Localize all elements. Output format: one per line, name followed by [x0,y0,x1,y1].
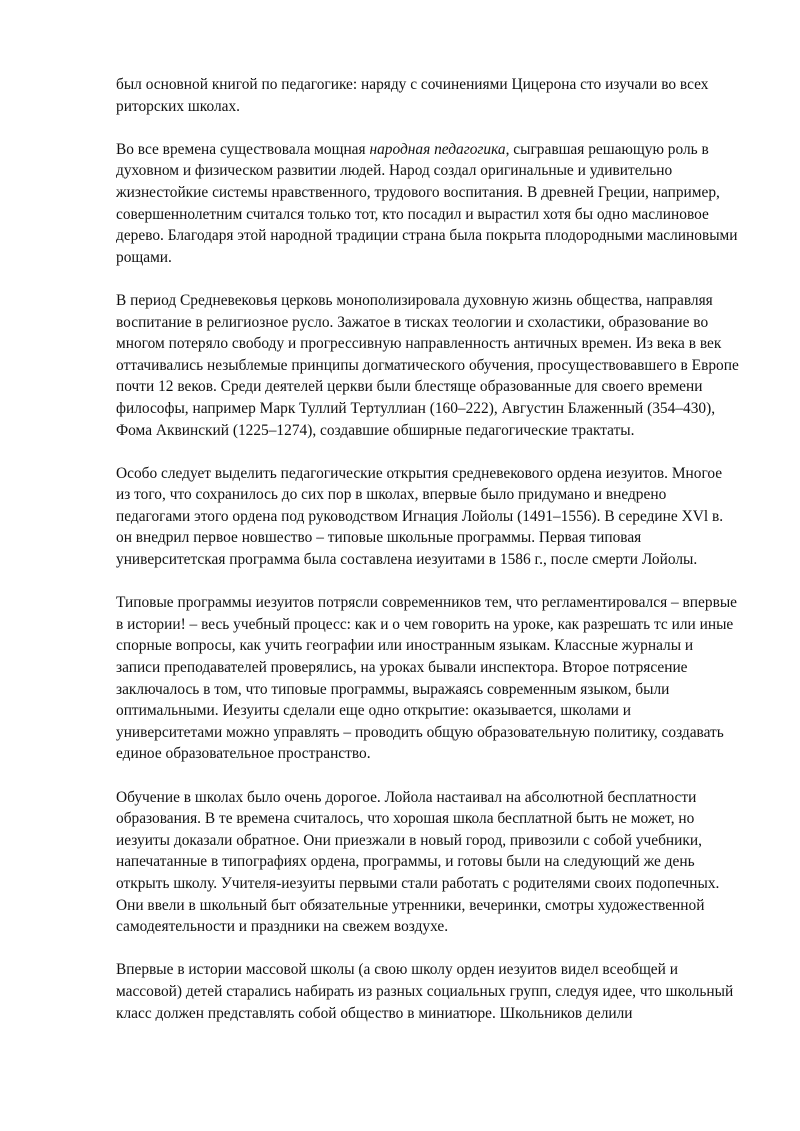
paragraph-2-start: Во все времена существовала мощная [116,140,370,158]
paragraph-3: В период Средневековья церковь монополизировала духовную жизнь общества, направляя воспитание в религиозное русло. Зажатое в тисках теологии и схоластики, образование во многом потеряло свободу и прогрессивную направленность античных времен. Из века в век оттачивались незыблемые принципы догматического обучения, просуществовавшего в Европе почти 12 веков. Среди деятелей церкви были блестяще образованные для своего времени философы, например Марк Туллий Тертуллиан (160–222), Августин Блаженный (354–430), Фома Аквинский (1225–1274), создавшие обширные педагогические трактаты. [116,291,739,439]
paragraph-6: Обучение в школах было очень дорогое. Лойола настаивал на абсолютной бесплатности образования. В те времена считалось, что хорошая школа бесплатной быть не может, но иезуиты доказали обратное. Они приезжали в новый город, привозили с собой учебники, напечатанные в типографиях ордена, программы, и готовы были на следующий же день открыть школу. Учителя-иезуиты первыми стали работать с родителями своих подопечных. Они ввели в школьный быт обязательные утренники, вечеринки, смотры художественной самодеятельности и праздники на свежем воздухе. [116,788,720,936]
emphasis-folk-pedagogy: народная педагогика [369,140,506,158]
paragraph-2-rest: , сыгравшая решающую роль в духовном и физическом развитии людей. Народ создал оригинальные и удивительно жизнестойкие системы нравственного, трудового воспитания. В древней Греции, например, совершеннолетним считался только тот, кто посадил и вырастил хотя бы одно маслиновое дерево. Благодаря этой народной традиции страна была покрыта плодородными маслиновыми рощами. [116,140,738,266]
paragraph-7: Впервые в истории массовой школы (а свою школу орден иезуитов видел всеобщей и массовой) детей старались набирать из разных социальных групп, следуя идее, что школьный класс должен представлять собой общество в миниатюре. Школьников делили [116,961,734,1022]
paragraph-5: Типовые программы иезуитов потрясли современников тем, что регламентировался – впервые в истории! – весь учебный процесс: как и о чем говорить на уроке, как разрешать тс или иные спорные вопросы, как учить географии или иностранным языкам. Классные журналы и записи преподавателей проверялись, на уроках бывали инспектора. Второе потрясение заключалось в том, что типовые программы, выражаясь современным языком, были оптимальными. Иезуиты сделали еще одно открытие: оказывается, школами и университетами можно управлять – проводить общую образовательную политику, создавать единое образовательное пространство. [116,594,738,763]
paragraph-2 [116,139,740,269]
paragraph-4: Особо следует выделить педагогические открытия средневекового ордена иезуитов. Многое из того, что сохранилось до сих пор в школах, впервые было придумано и внедрено педагогами этого ордена под руководством Игнация Лойолы (1491–1556). В середине XVl в. он внедрил первое новшество – типовые школьные программы. Первая типовая университетская программа была составлена иезуитами в 1586 г., после смерти Лойолы. [116,464,724,569]
document-page [116,74,740,1046]
paragraph-1: был основной книгой по педагогике: наряду с сочинениями Цицерона сто изучали во всех риторских школах. [116,76,709,115]
